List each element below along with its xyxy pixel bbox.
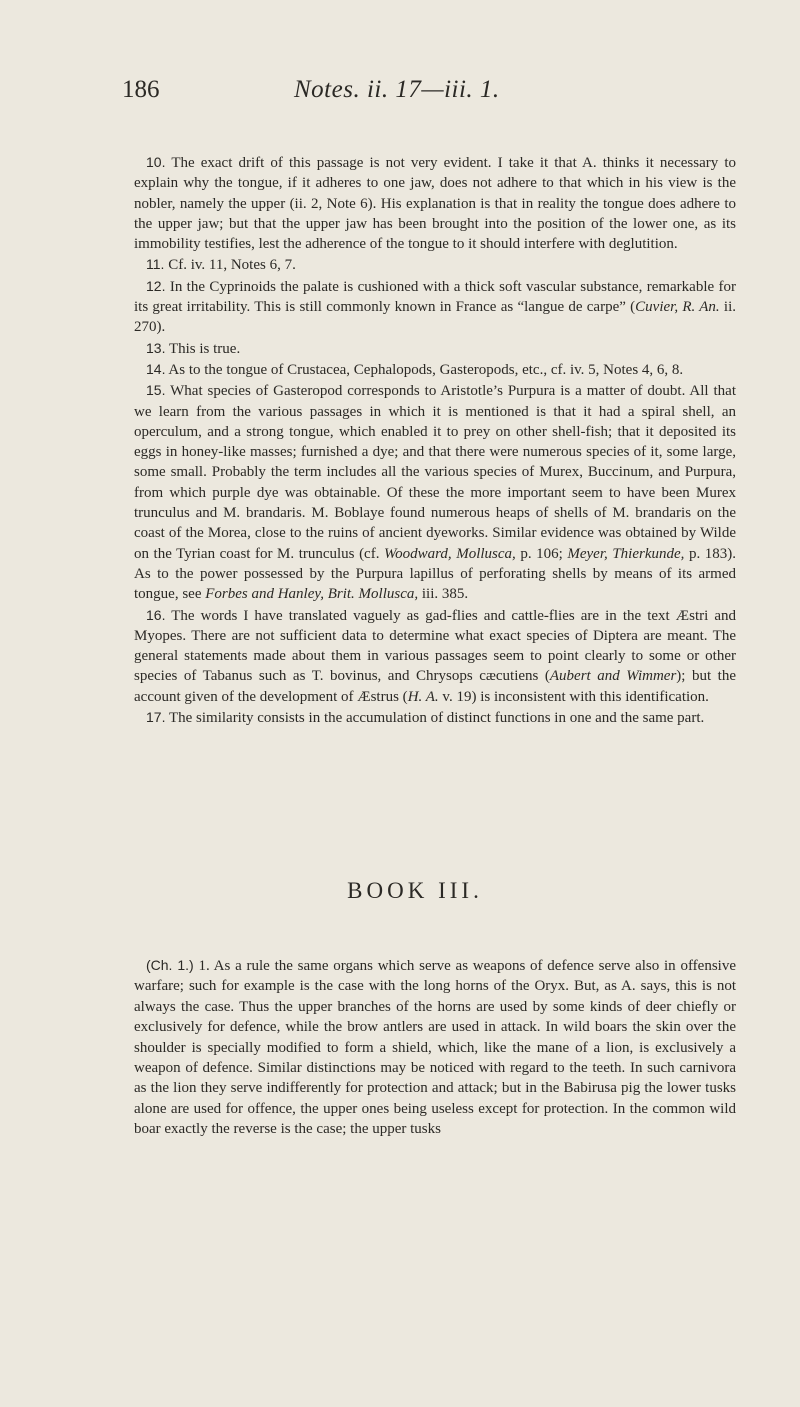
note-paragraph	[134, 707, 736, 728]
note-text: The exact drift of this passage is not very evident. I take it that A. thinks it necessary to explain why the tongue, if it adheres to one jaw, does not adhere to that which in his view is the nobler, namely the upper (ii. 2, Note 6). His explanation is that in reality the tongue does adhere to the upper jaw; but that the upper jaw has been brought into the position of the lower one, as its immobility testifies, lest the adherence of the tongue to it should interfere with deglutition.	[134, 155, 736, 253]
note-text: The words I have translated vaguely as gad-flies and cattle-flies are in the text Æstri and Myopes. There are not sufficient data to determine what exact species of Diptera are meant. The general statements made about them in various passages seem to point clearly to some or other species of Tabanus such as T. bovinus, and Chrysops cæcutiens (	[134, 607, 736, 685]
book-heading: BOOK III.	[347, 878, 483, 903]
note-text: In the Cyprinoids the palate is cushioned with a thick soft vascular substance, remarkable for its great irritability. This is still commonly known in France as “langue de carpe” (	[134, 278, 736, 316]
chapter-marker: (Ch. 1.)	[146, 957, 194, 973]
running-title: Notes. ii. 17—iii. 1.	[294, 76, 500, 103]
note-text: This is true.	[168, 340, 241, 357]
citation-italic: Aubert and Wimmer	[549, 668, 677, 685]
note-number: 10.	[146, 154, 166, 170]
note-number: 13.	[146, 339, 166, 356]
note-text: v. 19) is inconsistent with this identification.	[438, 688, 709, 705]
note-text: iii. 385.	[418, 586, 469, 603]
running-head	[0, 76, 800, 116]
note-text: What species of Gasteropod corresponds to Aristotle’s Purpura is a matter of doubt. All that we learn from the various passages in which it is mentioned is that it had a spiral shell, an operculum, and a strong tongue, which enabled it to prey on other shell-fish; that it deposited its eggs in honey-like masses; furnished a dye; and that there were numerous species of it, some large, some small. Probably the term includes all the various species of Murex, Buccinum, and Purpura, from which purple dye was obtainable. Of these the more important seem to have been Murex trunculus and M. brandaris. M. Boblaye found numerous heaps of shells of M. brandaris on the coast of the Morea, close to the ruins of ancient dyeworks. Similar evidence was obtained by Wilde on the Tyrian coast for M. trunculus (cf.	[134, 383, 736, 562]
note-number: 11.	[146, 256, 165, 273]
citation-italic: H. A.	[407, 688, 439, 705]
note-paragraph	[134, 152, 736, 254]
citation-italic: Cuvier, R. An.	[635, 299, 720, 316]
paragraph-text: 1. As a rule the same organs which serve as weapons of defence serve also in offensive warfare; such for example is the case with the long horns of the Oryx. But, as A. says, this is not always the case. Thus the upper branches of the horns are used by some kinds of deer chiefly or exclusively for defence, while the brow antlers are used in attack. In wild boars the skin over the shoulder is specially modified to form a shield, which, like the mane of a lion, is exclusively a weapon of defence. Similar distinctions may be noticed with regard to the teeth. In such carnivora as the lion they serve indifferently for protection and attack; but in the Babirusa pig the lower tusks alone are used for offence, the upper ones being useless except for protection. In the common wild boar exactly the reverse is the case; the upper tusks	[134, 958, 736, 1138]
citation-italic: Woodward, Mollusca,	[384, 545, 516, 562]
note-text: p. 183). As to the power possessed by the Purpura lapillus of perforating shells by means of its armed tongue, see	[134, 545, 736, 603]
note-text: The similarity consists in the accumulation of distinct functions in one and the same part.	[168, 710, 705, 727]
citation-italic: Meyer, Thierkunde,	[567, 545, 685, 562]
note-text: ii. 270).	[134, 299, 736, 336]
book-text	[134, 955, 736, 1140]
note-paragraph	[134, 380, 736, 604]
note-text: As to the tongue of Crustacea, Cephalopods, Gasteropods, etc., cf. iv. 5, Notes 4, 6, 8.	[168, 361, 684, 378]
note-paragraph	[134, 338, 736, 359]
citation-italic: Forbes and Hanley, Brit. Mollusca,	[205, 586, 419, 603]
book-paragraph	[134, 955, 736, 1140]
note-text: ); but the account given of the development of Æstrus (	[134, 668, 737, 705]
note-paragraph	[134, 276, 736, 338]
note-text: p. 106;	[515, 545, 568, 562]
page-number: 186	[122, 76, 160, 103]
note-number: 14.	[146, 360, 166, 377]
note-text: Cf. iv. 11, Notes 6, 7.	[168, 257, 296, 274]
note-number: 17.	[146, 709, 166, 726]
notes-section	[134, 152, 736, 728]
note-paragraph	[134, 359, 736, 380]
note-paragraph	[134, 254, 736, 275]
note-paragraph	[134, 605, 736, 707]
note-number: 12.	[146, 277, 166, 294]
note-number: 16.	[146, 606, 166, 623]
note-number: 15.	[146, 382, 166, 399]
